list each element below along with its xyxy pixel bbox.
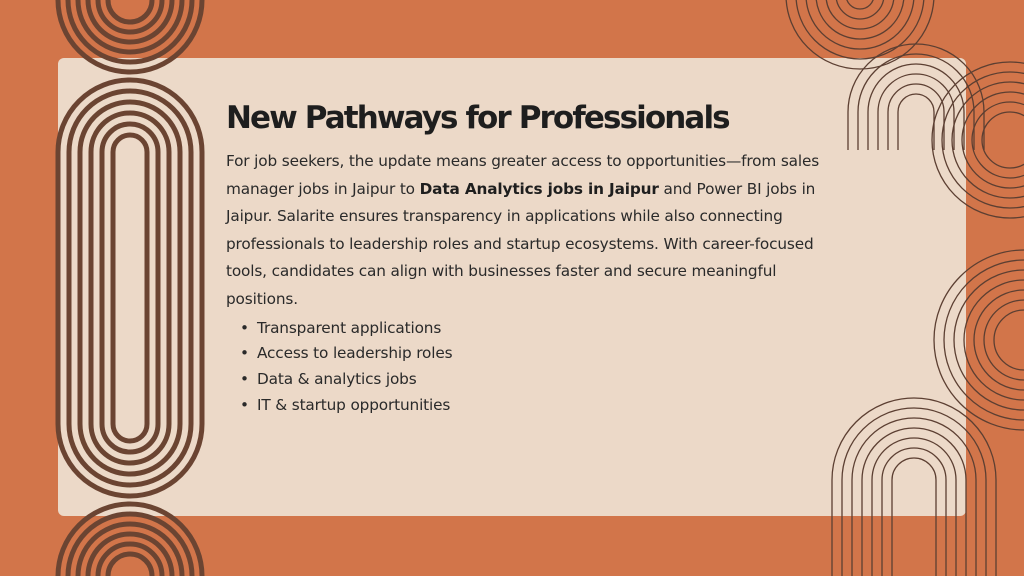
bullet-text: Data & analytics jobs (257, 369, 417, 388)
bullet-dot-icon: • (240, 369, 249, 388)
slide-title: New Pathways for Professionals (226, 100, 729, 136)
paragraph-text: For job seekers, the update means greater access to opportunities—from sales manager jobs in Jaipur to (226, 152, 820, 198)
bullet-dot-icon: • (240, 344, 249, 363)
top-right-ring (836, 0, 884, 19)
top-right-ring (796, 0, 924, 59)
bottom-arch-ring (108, 554, 152, 576)
bullet-dot-icon: • (240, 395, 249, 414)
top-right-ring (846, 0, 874, 9)
mid-right-ring (974, 290, 1024, 390)
bullet-dot-icon: • (240, 318, 249, 337)
top-arch-ring (78, 0, 182, 52)
bullet-item (240, 316, 846, 342)
mid-right-ring (984, 300, 1024, 380)
slide-content (226, 96, 846, 418)
bottom-arch-ring (78, 524, 182, 576)
top-right-ring (806, 0, 914, 49)
mid-right-ring (994, 310, 1024, 370)
bullet-list (226, 316, 846, 419)
bullet-item (240, 393, 846, 419)
bullet-text: Transparent applications (257, 318, 442, 337)
bottom-arch-ring (88, 534, 172, 576)
bullet-text: Access to leadership roles (257, 344, 453, 363)
top-arch-ring (88, 0, 172, 42)
edge-ring (972, 102, 1024, 178)
bullet-item (240, 367, 846, 393)
bottom-arch-ring (98, 544, 162, 576)
bottom-arch-ring (68, 514, 192, 576)
mid-right-ring (964, 280, 1024, 400)
slide-paragraph (226, 148, 846, 314)
top-right-ring (816, 0, 904, 39)
bullet-item (240, 341, 846, 367)
top-arch-ring (108, 0, 152, 22)
bullet-text: IT & startup opportunities (257, 395, 451, 414)
edge-ring (962, 92, 1024, 188)
edge-ring (982, 112, 1024, 168)
highlight-link-text: Data Analytics jobs in Jaipur (419, 179, 659, 198)
top-arch-ring (68, 0, 192, 62)
paragraph-text: and Power BI jobs in Jaipur. Salarite ensures transparency in applications while also connecting professionals to leadership roles and startup ecosystems. With career-focused tools, candidates can align with businesses faster and secure meaningful positions. (226, 179, 816, 308)
top-right-ring (826, 0, 894, 29)
top-arch-ring (98, 0, 162, 32)
